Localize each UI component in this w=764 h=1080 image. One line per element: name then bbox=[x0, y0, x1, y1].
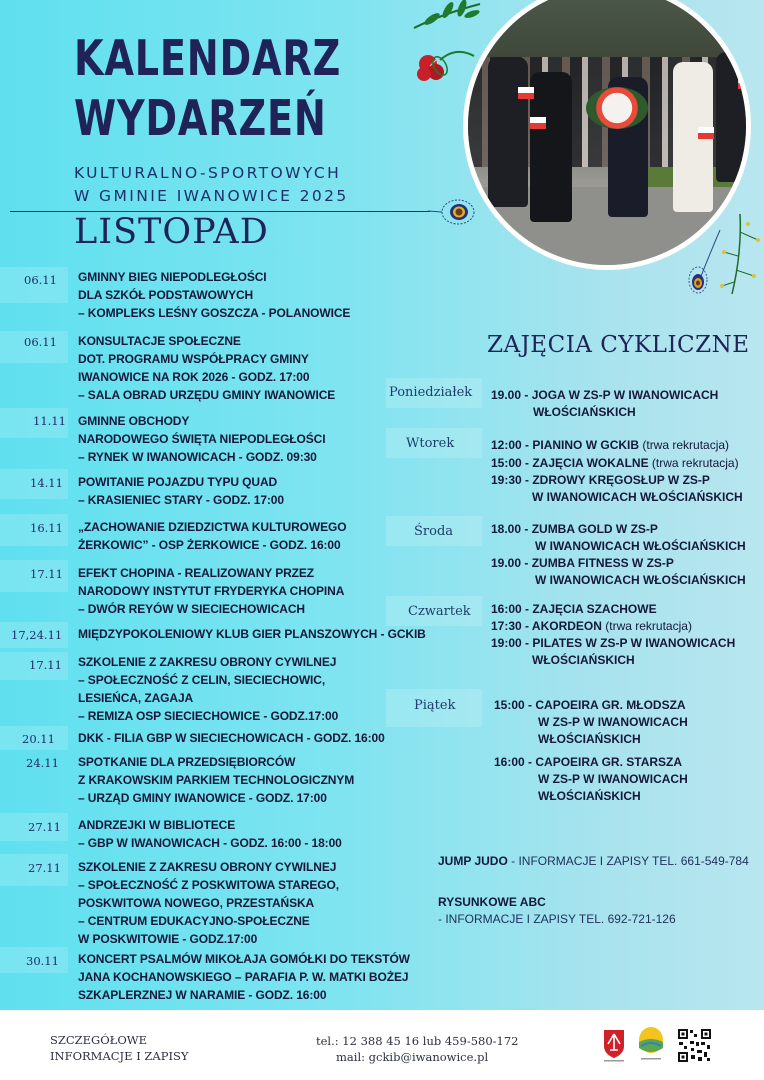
event-text: SZKOLENIE Z ZAKRESU OBRONY CYWILNEJ bbox=[78, 655, 337, 669]
event-text: – RYNEK W IWANOWICACH - GODZ. 09:30 bbox=[78, 450, 317, 464]
event-text: – URZĄD GMINY IWANOWICE - GODZ. 17:00 bbox=[78, 791, 327, 805]
event-text: SZKOLENIE Z ZAKRESU OBRONY CYWILNEJ bbox=[78, 860, 337, 874]
info-abc-title: RYSUNKOWE ABC bbox=[438, 895, 546, 909]
twig-icon bbox=[718, 212, 764, 298]
event-text: – GBP W IWANOWICACH - GODZ. 16:00 - 18:00 bbox=[78, 836, 342, 850]
event-text: ANDRZEJKI W BIBLIOTECE bbox=[78, 818, 236, 832]
event-date: 17.11 bbox=[29, 658, 62, 672]
footer-details-line1: SZCZEGÓŁOWE bbox=[50, 1033, 148, 1047]
cyclic-title: ZAJĘCIA CYKLICZNE bbox=[487, 332, 750, 358]
event-text: ŻERKOWIC” - OSP ŻERKOWICE - GODZ. 16:00 bbox=[78, 538, 341, 552]
activity-line: 19:30 - ZDROWY KRĘGOSŁUP W ZS-P bbox=[491, 473, 710, 487]
event-date: 30.11 bbox=[26, 954, 59, 968]
event-text: LESIEŃCA, ZAGAJA bbox=[78, 691, 194, 705]
event-text: – SPOŁECZNOŚĆ Z CELIN, SIECIECHOWIC, bbox=[78, 673, 326, 687]
activity-line: WŁOŚCIAŃSKICH bbox=[538, 732, 641, 746]
event-text: JANA KOCHANOWSKIEGO – PARAFIA P. W. MATKI BOŻEJ bbox=[78, 970, 409, 984]
event-date: 11.11 bbox=[33, 414, 66, 428]
flower-icon bbox=[416, 44, 476, 88]
title-line-1: KALENDARZ bbox=[74, 30, 342, 87]
event-date: 06.11 bbox=[24, 273, 57, 287]
month-heading: LISTOPAD bbox=[74, 212, 269, 252]
event-text: – REMIZA OSP SIECIECHOWICE - GODZ.17:00 bbox=[78, 709, 339, 723]
leaf-branch-icon bbox=[412, 0, 482, 32]
activity-line: W IWANOWICACH WŁOŚCIAŃSKICH bbox=[535, 573, 746, 587]
event-text: – KOMPLEKS LEŚNY GOSZCZA - POLANOWICE bbox=[78, 306, 351, 320]
event-date: 14.11 bbox=[30, 476, 63, 490]
event-date: 06.11 bbox=[24, 335, 57, 349]
event-text: POWITANIE POJAZDU TYPU QUAD bbox=[78, 475, 278, 489]
event-text: NARODOWEGO ŚWIĘTA NIEPODLEGŁOŚCI bbox=[78, 432, 326, 446]
gmina-crest-icon bbox=[602, 1028, 626, 1064]
event-text: NARODOWY INSTYTUT FRYDERYKA CHOPINA bbox=[78, 584, 345, 598]
event-text: – DWÓR REYÓW W SIECIECHOWICACH bbox=[78, 602, 305, 616]
qr-code-icon[interactable] bbox=[677, 1028, 712, 1063]
event-text: – KRASIENIEC STARY - GODZ. 17:00 bbox=[78, 493, 284, 507]
event-text: – SALA OBRAD URZĘDU GMINY IWANOWICE bbox=[78, 388, 336, 402]
iwanowice-sun-logo-icon bbox=[637, 1026, 665, 1066]
footer-phone: tel.: 12 388 45 16 lub 459-580-172 bbox=[316, 1034, 519, 1048]
event-text: GMINNE OBCHODY bbox=[78, 414, 190, 428]
event-date: 20.11 bbox=[22, 732, 55, 746]
event-text: POSKWITOWA NOWEGO, PRZESTAŃSKA bbox=[78, 896, 315, 910]
subtitle-line-2: W GMINIE IWANOWICE 2025 bbox=[74, 187, 349, 205]
activity-line: 12:00 - PIANINO W GCKIB (trwa rekrutacja) bbox=[491, 438, 730, 452]
activity-line: 17:30 - AKORDEON (trwa rekrutacja) bbox=[491, 619, 692, 633]
activity-line: 16:00 - CAPOEIRA GR. STARSZA bbox=[494, 755, 683, 769]
activity-line: W IWANOWICACH WŁOŚCIAŃSKICH bbox=[535, 539, 746, 553]
activity-line: 18.00 - ZUMBA GOLD W ZS-P bbox=[491, 522, 658, 536]
event-text: GMINNY BIEG NIEPODLEGŁOŚCI bbox=[78, 270, 267, 284]
event-text: KONSULTACJE SPOŁECZNE bbox=[78, 334, 241, 348]
activity-line: 19:00 - PILATES W ZS-P W IWANOWICACH bbox=[491, 636, 736, 650]
activity-line: W IWANOWICACH WŁOŚCIAŃSKICH bbox=[532, 490, 743, 504]
day-label: Środa bbox=[414, 524, 454, 539]
day-label: Piątek bbox=[414, 698, 456, 713]
event-text: „ZACHOWANIE DZIEDZICTWA KULTUROWEGO bbox=[78, 520, 347, 534]
day-label: Poniedziałek bbox=[389, 385, 473, 400]
event-date: 17.11 bbox=[30, 567, 63, 581]
activity-line: WŁOŚCIAŃSKICH bbox=[533, 405, 636, 419]
activity-line: WŁOŚCIAŃSKICH bbox=[532, 653, 635, 667]
event-text: MIĘDZYPOKOLENIOWY KLUB GIER PLANSZOWYCH - GCKIB bbox=[78, 627, 426, 641]
event-text: – CENTRUM EDUKACYJNO-SPOŁECZNE bbox=[78, 914, 310, 928]
event-text: – SPOŁECZNOŚĆ Z POSKWITOWA STAREGO, bbox=[78, 878, 339, 892]
footer-details-line2: INFORMACJE I ZAPISY bbox=[50, 1049, 189, 1063]
day-label: Czwartek bbox=[408, 604, 471, 619]
event-text: IWANOWICE NA ROK 2026 - GODZ. 17:00 bbox=[78, 370, 310, 384]
peacock-feather-icon bbox=[682, 228, 722, 298]
event-text: SZKAPLERZNEJ W NARAMIE - GODZ. 16:00 bbox=[78, 988, 327, 1002]
event-date: 24.11 bbox=[26, 756, 59, 770]
footer-mail[interactable]: mail: gckib@iwanowice.pl bbox=[336, 1050, 489, 1064]
event-date: 17,24.11 bbox=[11, 628, 63, 642]
event-text: DLA SZKÓŁ PODSTAWOWYCH bbox=[78, 288, 254, 302]
activity-line: 19.00 - ZUMBA FITNESS W ZS-P bbox=[491, 556, 674, 570]
day-label: Wtorek bbox=[406, 436, 455, 451]
activity-line: 19.00 - JOGA W ZS-P W IWANOWICACH bbox=[491, 388, 719, 402]
event-date: 16.11 bbox=[30, 521, 63, 535]
activity-line: W ZS-P W IWANOWICACH bbox=[538, 772, 688, 786]
event-text: KONCERT PSALMÓW MIKOŁAJA GOMÓŁKI DO TEKSTÓW bbox=[78, 952, 410, 966]
event-text: Z KRAKOWSKIM PARKIEM TECHNOLOGICZNYM bbox=[78, 773, 355, 787]
activity-line: 16:00 - ZAJĘCIA SZACHOWE bbox=[491, 602, 657, 616]
activity-line: W ZS-P W IWANOWICACH bbox=[538, 715, 688, 729]
info-judo: JUMP JUDO - INFORMACJE I ZAPISY TEL. 661-549-784 bbox=[438, 854, 749, 868]
event-text: DKK - FILIA GBP W SIECIECHOWICACH - GODZ. 16:00 bbox=[78, 731, 385, 745]
event-text: W POSKWITOWIE - GODZ.17:00 bbox=[78, 932, 258, 946]
event-text: EFEKT CHOPINA - REALIZOWANY PRZEZ bbox=[78, 566, 315, 580]
activity-line: 15:00 - CAPOEIRA GR. MŁODSZA bbox=[494, 698, 686, 712]
info-abc-text: - INFORMACJE I ZAPISY TEL. 692-721-126 bbox=[438, 912, 676, 926]
activity-line: 15:00 - ZAJĘCIA WOKALNE (trwa rekrutacja) bbox=[491, 456, 739, 470]
subtitle-line-1: KULTURALNO-SPORTOWYCH bbox=[74, 164, 342, 182]
event-date: 27.11 bbox=[28, 820, 61, 834]
event-date: 27.11 bbox=[28, 861, 61, 875]
activity-line: WŁOŚCIAŃSKICH bbox=[538, 789, 641, 803]
event-text: SPOTKANIE DLA PRZEDSIĘBIORCÓW bbox=[78, 755, 296, 769]
title-line-2: WYDARZEŃ bbox=[74, 90, 327, 147]
event-text: DOT. PROGRAMU WSPÓŁPRACY GMINY bbox=[78, 352, 309, 366]
